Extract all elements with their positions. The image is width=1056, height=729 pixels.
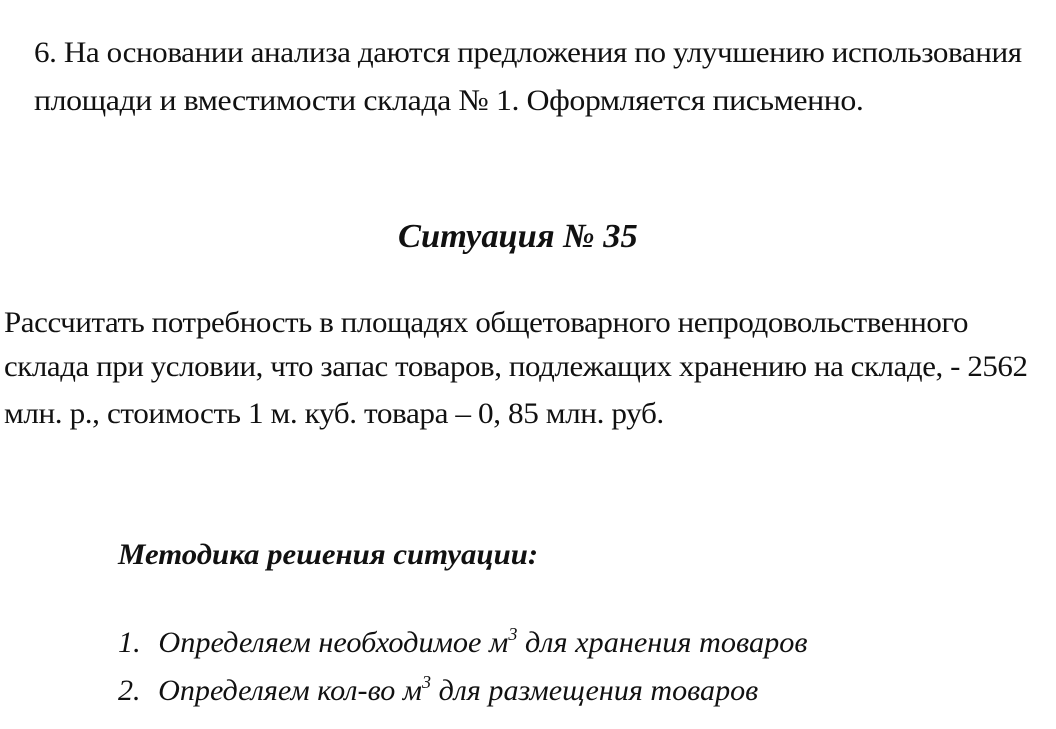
- item6-line2: площади и вместимости склада № 1. Оформляется письменно.: [34, 84, 864, 117]
- task-line1: Рассчитать потребность в площадях общетоварного непродовольственного: [4, 306, 969, 339]
- method-title: Методика решения ситуации:: [118, 538, 539, 571]
- situation-title: Ситуация № 35: [398, 218, 638, 255]
- task-line2: склада при условии, что запас товаров, подлежащих хранению на складе, - 2562: [4, 350, 1028, 383]
- method-step-1: [118, 626, 808, 660]
- step-text-pre: Определяем кол-во м: [158, 674, 423, 707]
- step-text-pre: Определяем необходимое м: [158, 626, 509, 659]
- step-number: 1.: [118, 626, 141, 659]
- task-line3: млн. р., стоимость 1 м. куб. товара – 0, 85 млн. руб.: [4, 397, 664, 430]
- method-step-2: [118, 674, 758, 708]
- step-superscript: 3: [422, 672, 432, 692]
- item6-line1: 6. На основании анализа даются предложения по улучшению использования: [34, 36, 1022, 69]
- step-superscript: 3: [508, 624, 518, 644]
- step-text-post: для хранения товаров: [517, 626, 808, 659]
- step-text-post: для размещения товаров: [431, 674, 759, 707]
- step-number: 2.: [118, 674, 141, 707]
